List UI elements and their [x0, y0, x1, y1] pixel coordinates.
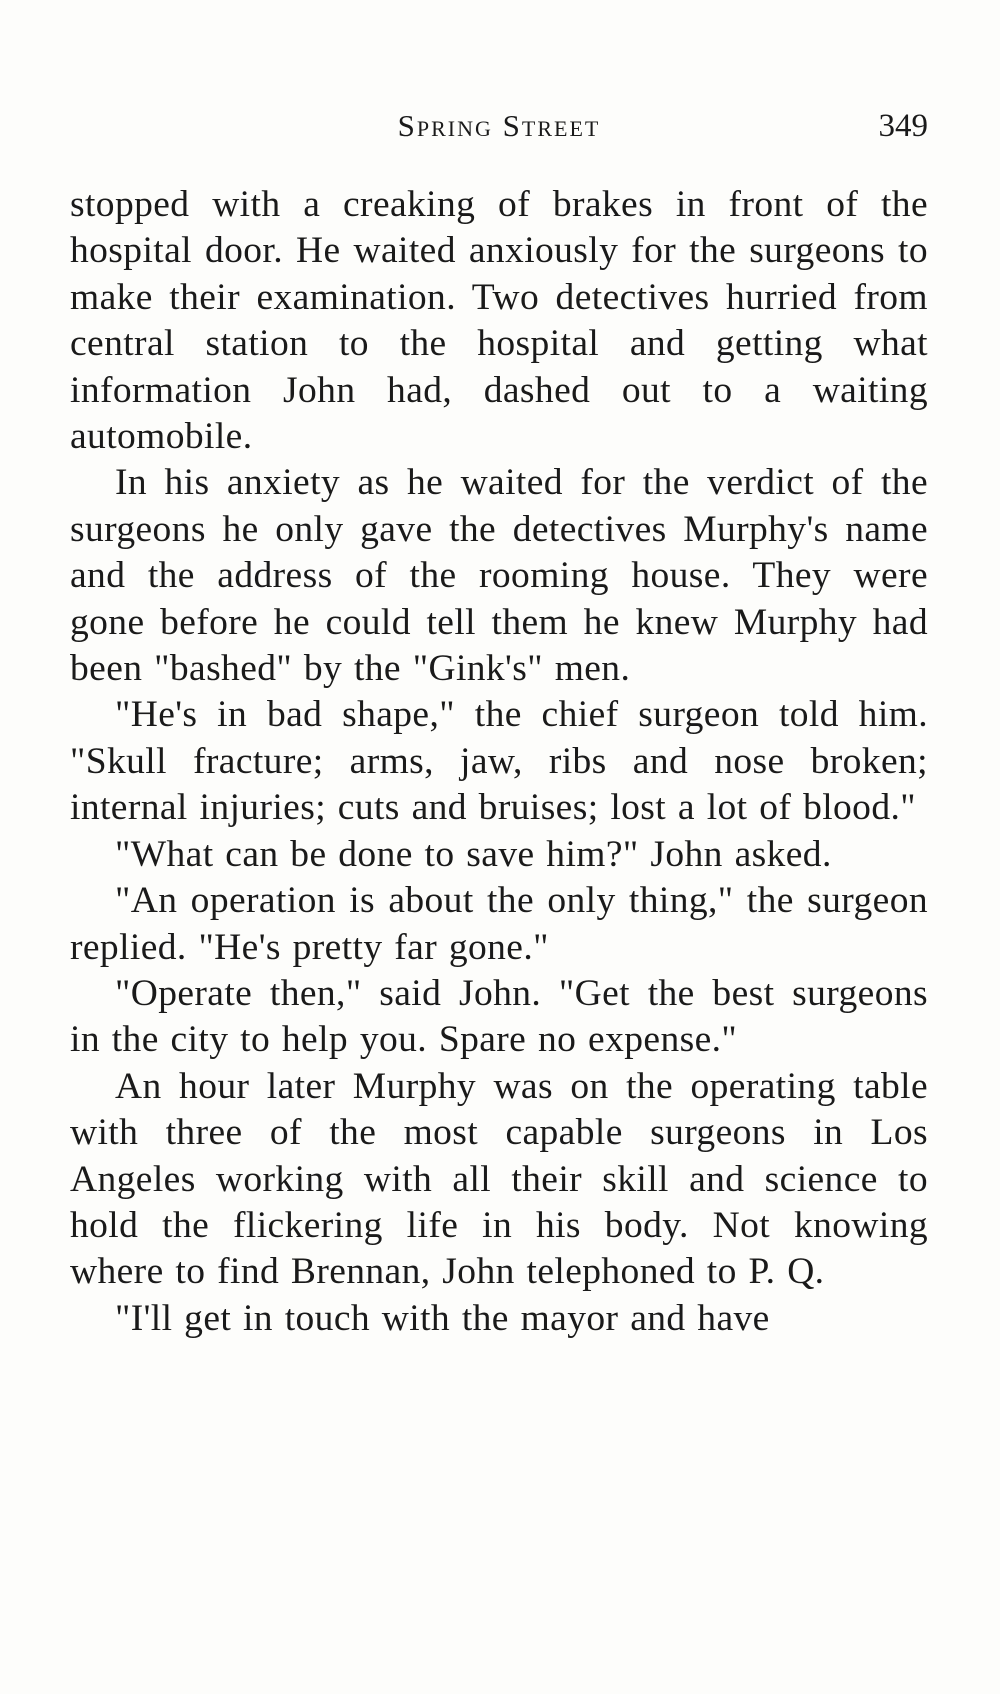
running-title: Spring Street	[397, 108, 601, 143]
paragraph: "An operation is about the only thing," the surgeon replied. "He's pretty far gone."	[70, 880, 928, 968]
paragraph: "I'll get in touch with the mayor and have	[115, 1297, 770, 1339]
running-head	[70, 108, 928, 158]
paragraph: "He's in bad shape," the chief surgeon told him. "Skull fracture; arms, jaw, ribs and nose broken; internal injuries; cuts and bruises; lost a lot of blood."	[70, 694, 928, 829]
paragraph: "Operate then," said John. "Get the best surgeons in the city to help you. Spare no expense."	[70, 972, 928, 1061]
page-number: 349	[878, 108, 928, 144]
paragraph: In his anxiety as he waited for the verdict of the surgeons he only gave the detectives Murphy's name and the address of the rooming house. They were gone before he could tell them he knew Murphy had been "bashed" by the "Gink's" men.	[70, 462, 928, 690]
paragraph: stopped with a creaking of brakes in front of the hospital door. He waited anxiously for the surgeons to make their examination. Two detectives hurried from central station to the hospital and getting what information John had, dashed out to a waiting automobile.	[70, 184, 928, 458]
paragraph: An hour later Murphy was on the operating table with three of the most capable surgeons in Los Angeles working with all their skill and science to hold the flickering life in his body. Not knowing where to find Brennan, John telephoned to P. Q.	[70, 1065, 928, 1293]
paragraph: "What can be done to save him?" John asked.	[115, 833, 832, 875]
body-text	[70, 182, 928, 1342]
